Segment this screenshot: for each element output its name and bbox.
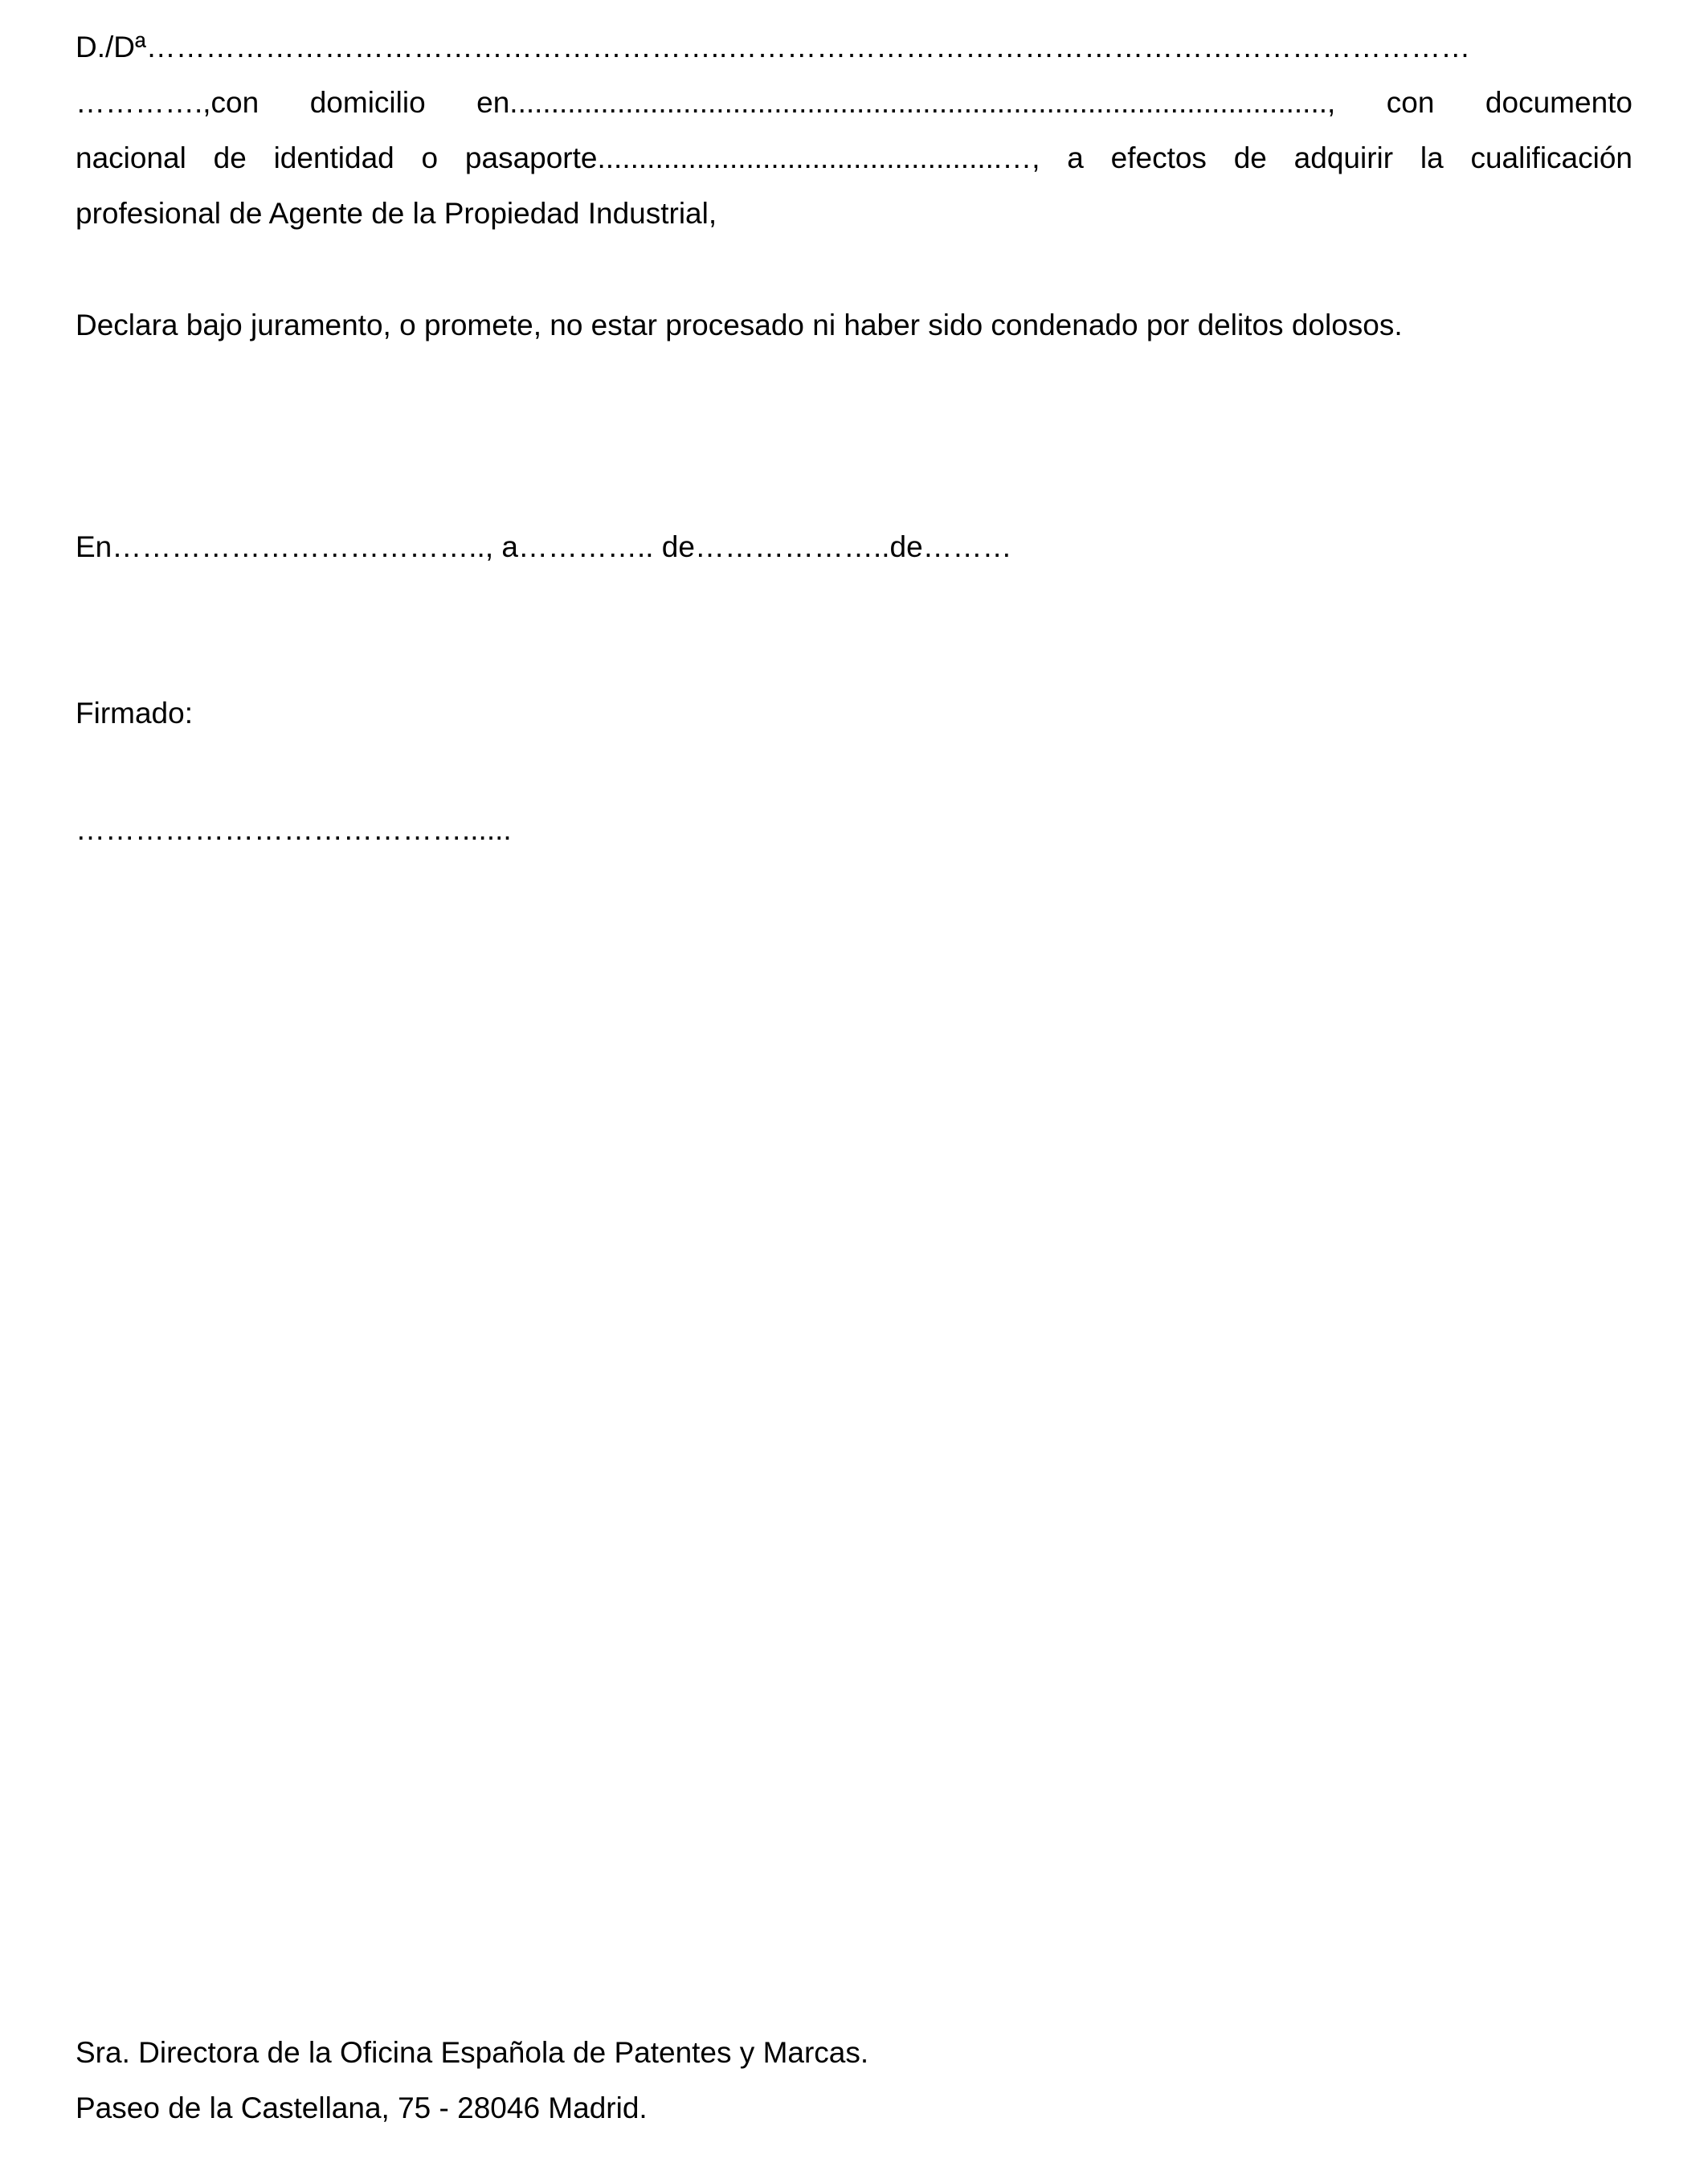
signature-field-line: …………………………………...... (76, 813, 512, 846)
recipient-line-2: Paseo de la Castellana, 75 - 28046 Madrid. (76, 2091, 648, 2124)
identity-paragraph (76, 75, 1632, 241)
name-field-line: D./Dª…………………………………………………..………………………………………………………………… (76, 31, 1471, 63)
signed-label: Firmado: (76, 697, 193, 730)
qualification-text-line: profesional de Agente de la Propiedad Industrial, (76, 197, 717, 230)
place-date-field-line: En……………………………….., a………….. de………………..de……… (76, 530, 1012, 563)
declaration-text: Declara bajo juramento, o promete, no estar procesado ni haber sido condenado por delitos dolosos. (76, 309, 1403, 341)
id-document-field-line: nacional de identidad o pasaporte.................................................…, a efectos de adquirir la cualificación (76, 141, 1632, 174)
recipient-line-1: Sra. Directora de la Oficina Española de Patentes y Marcas. (76, 2036, 869, 2069)
document-page (76, 0, 1632, 2171)
address-field-line: ………….,con domicilio en..................................................................................................., con documento (76, 86, 1632, 119)
